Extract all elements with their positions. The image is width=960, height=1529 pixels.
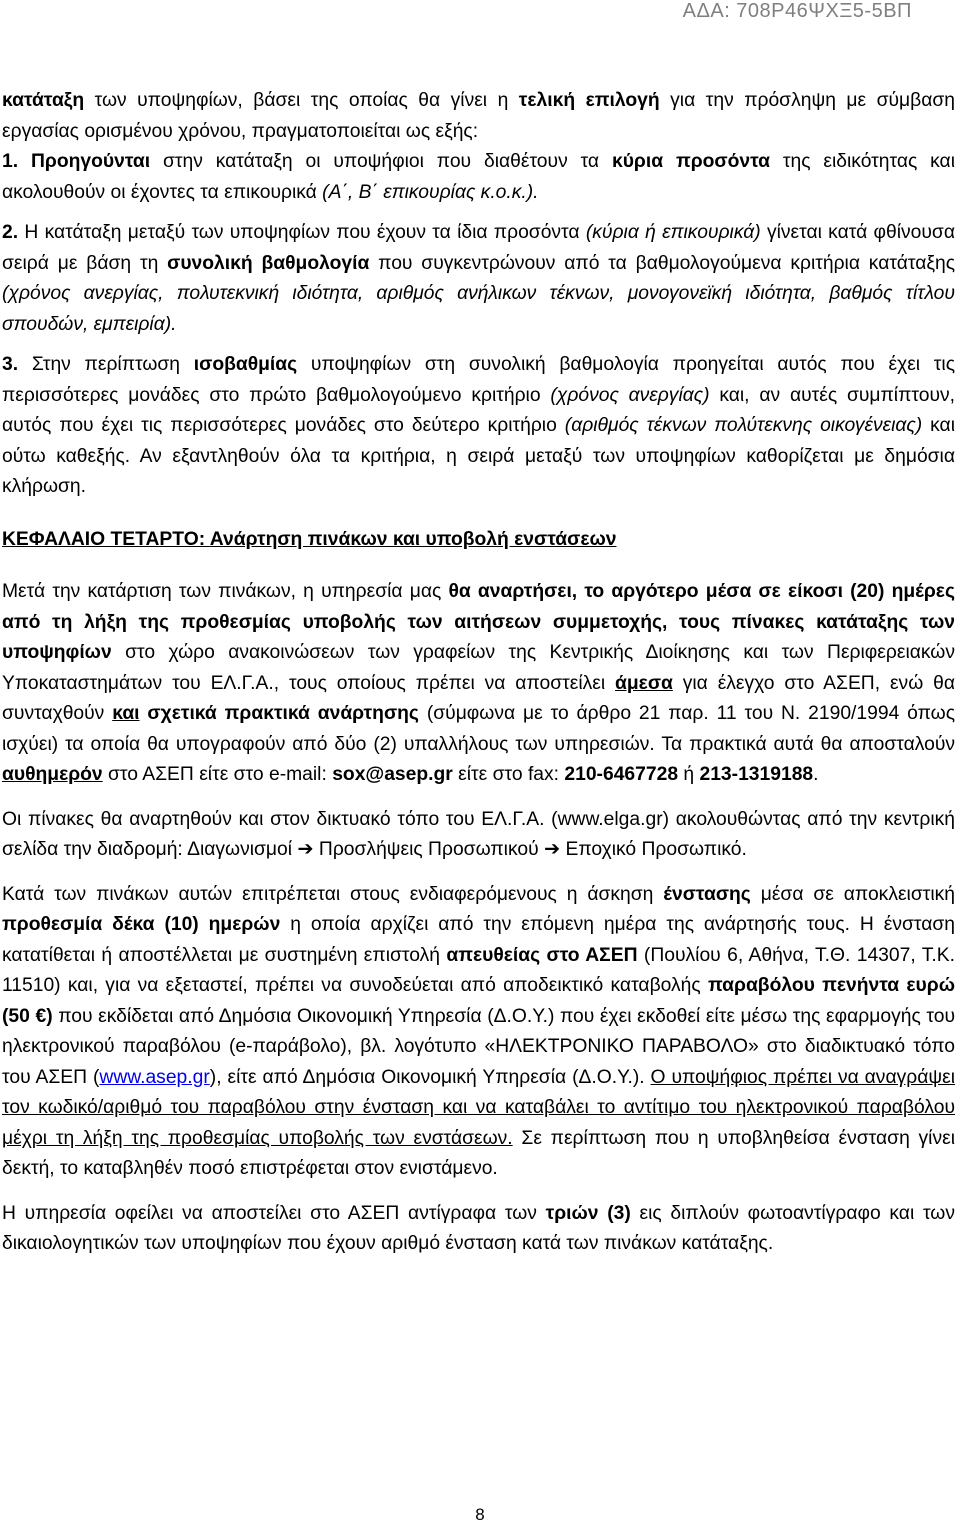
asep-link[interactable]: www.asep.gr xyxy=(99,1066,210,1088)
paragraph-ranking-intro: κατάταξη των υποψηφίων, βάσει της οποίας θα γίνει η τελική επιλογή για την πρόσληψη με σύμβαση εργασίας ορισμένου χρόνου, πραγματοποιείται ως εξής: xyxy=(2,90,956,142)
chapter-heading: ΚΕΦΑΛΑΙΟ ΤΕΤΑΡΤΟ: Ανάρτηση πινάκων και υποβολή ενστάσεων xyxy=(2,528,617,550)
paragraph-obligation: Η υπηρεσία οφείλει να αποστείλει στο ΑΣΕΠ αντίγραφα των τριών (3) εις διπλούν φωτοαντίγραφο και των δικαιολογητικών των υποψηφίων που έχουν αριθμό ένσταση κατά των πινάκων κατάταξης. xyxy=(2,1202,955,1254)
arrow-icon: ➔ xyxy=(538,839,566,860)
paragraph-website: Οι πίνακες θα αναρτηθούν και στον δικτυακό τόπο του ΕΛ.Γ.Α. (www.elga.gr) ακολουθώντας από την κεντρική σελίδα την διαδρομή: Διαγωνισμοί ➔ Προσλήψεις Προσωπικού ➔ Εποχικό Προσωπικό. xyxy=(2,808,955,860)
bold-text: κατάταξη xyxy=(2,90,85,111)
bold-text: τελική επιλογή xyxy=(518,90,660,111)
ada-code: ΑΔΑ: 708Ρ46ΨΧΞ5-5ΒΠ xyxy=(682,0,912,22)
paragraph-objection: Κατά των πινάκων αυτών επιτρέπεται στους ενδιαφερόμενους η άσκηση ένστασης μέσα σε αποκλειστική προθεσμία δέκα (10) ημερών η οποία αρχίζει από την επόμενη ημέρα της ανάρτησής τους. Η ένσταση κατατίθεται ή αποστέλλεται με συστημένη επιστολή απευθείας στο ΑΣΕΠ (Πουλίου 6, Αθήνα, Τ.Θ. 14307, Τ.Κ. 11510) και, για να εξεταστεί, πρέπει να συνοδεύεται από αποδεικτικό καταβολής παραβόλου πενήντα ευρώ (50 €) που εκδίδεται από Δημόσια Οικονομική Υπηρεσία (Δ.Ο.Υ.) που έχει εκδοθεί είτε μέσω της εφαρμογής του ηλεκτρονικού παραβόλου (e-παράβολο), βλ. λογότυπο «ΗΛΕΚΤΡΟΝΙΚΟ ΠΑΡΑΒΟΛΟ» στο διαδικτυακό τόπο του ΑΣΕΠ (www.asep.gr), είτε από Δημόσια Οικονομική Υπηρεσία (Δ.Ο.Υ.). Ο υποψήφιος πρέπει να αναγράψει τον κωδικό/αριθμό του παραβόλου στην ένσταση και να καταβάλει το αντίτιμο του ηλεκτρονικού παραβόλου μέχρι τη λήξη της προθεσμίας υποβολής των ενστάσεων. Σε περίπτωση που η υποβληθείσα ένσταση γίνει δεκτή, το καταβληθέν ποσό επιστρέφεται στον ενιστάμενο. xyxy=(2,883,955,1179)
document-body xyxy=(2,86,955,1260)
paragraph-item-3: 3. Στην περίπτωση ισοβαθμίας υποψηφίων στη συνολική βαθμολογία προηγείται αυτός που έχει τις περισσότερες μονάδες στο πρώτο βαθμολογούμενο κριτήριο (χρόνος ανεργίας) και, αν αυτές συμπίπτουν, αυτός που έχει τις περισσότερες μονάδες στο δεύτερο κριτήριο (αριθμός τέκνων πολύτεκνης οικογένειας) και ούτω καθεξής. Αν εξαντληθούν όλα τα κριτήρια, η σειρά μεταξύ των υποψηφίων καθορίζεται με δημόσια κλήρωση. xyxy=(2,354,956,497)
paragraph-item-1: 1. Προηγούνται στην κατάταξη οι υποψήφιοι που διαθέτουν τα κύρια προσόντα της ειδικότητας και ακολουθούν οι έχοντες τα επικουρικά (Α΄, Β΄ επικουρίας κ.ο.κ.). xyxy=(2,151,955,203)
paragraph-posting: Μετά την κατάρτιση των πινάκων, η υπηρεσία μας θα αναρτήσει, το αργότερο μέσα σε είκοσι (20) ημέρες από τη λήξη της προθεσμίας υποβολής των αιτήσεων συμμετοχής, τους πίνακες κατάταξης των υποψηφίων στο χώρο ανακοινώσεων των γραφείων της Κεντρικής Διοίκησης και των Περιφερειακών Υποκαταστημάτων του ΕΛ.Γ.Α., τους οποίους πρέπει να αποστείλει άμεσα για έλεγχο στο ΑΣΕΠ, ενώ θα συνταχθούν και σχετικά πρακτικά ανάρτησης (σύμφωνα με το άρθρο 21 παρ. 11 του Ν. 2190/1994 όπως ισχύει) τα οποία θα υπογραφούν από δύο (2) υπαλλήλους των υπηρεσιών. Τα πρακτικά αυτά θα αποσταλούν αυθημερόν στο ΑΣΕΠ είτε στο e-mail: sox@asep.gr είτε στο fax: 210-6467728 ή 213-1319188. xyxy=(2,581,956,785)
paragraph-item-2: 2. Η κατάταξη μεταξύ των υποψηφίων που έχουν τα ίδια προσόντα (κύρια ή επικουρικά) γίνεται κατά φθίνουσα σειρά με βάση τη συνολική βαθμολογία που συγκεντρώνουν από τα βαθμολογούμενα κριτήρια κατάταξης (χρόνος ανεργίας, πολυτεκνική ιδιότητα, αριθμός ανήλικων τέκνων, μονογονεϊκή ιδιότητα, βαθμός τίτλου σπουδών, εμπειρία). xyxy=(2,222,955,335)
arrow-icon: ➔ xyxy=(292,839,319,860)
page-number: 8 xyxy=(475,1505,485,1524)
